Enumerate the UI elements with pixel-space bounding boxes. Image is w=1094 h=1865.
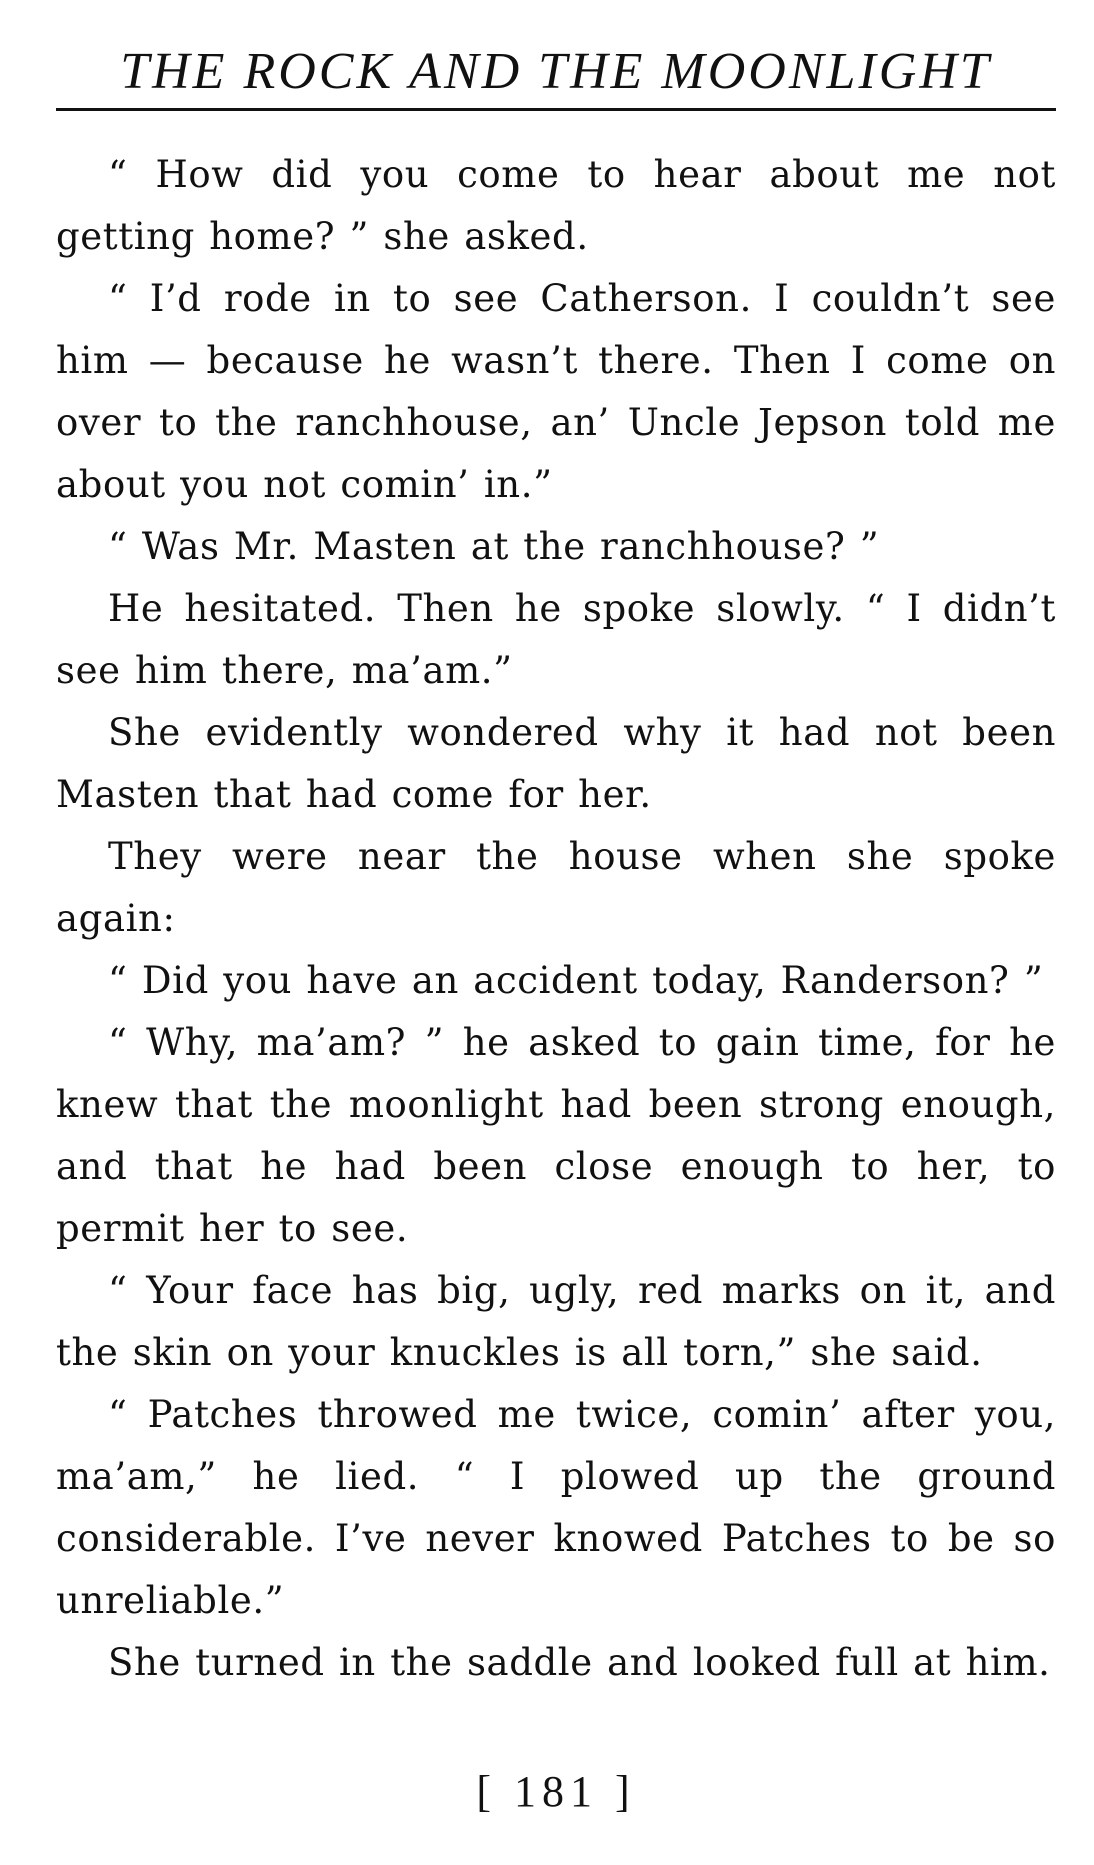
paragraph: He hesitated. Then he spoke slowly. “ I didn’t see him there, ma’am.” bbox=[56, 587, 1056, 692]
paragraph: They were near the house when she spoke again: bbox=[56, 835, 1056, 940]
paragraph: “ I’d rode in to see Catherson. I couldn’t see him — because he wasn’t there. Then I come on over to the ranchhouse, an’ Uncle Jepson told me about you not comin’ in.” bbox=[56, 277, 1056, 506]
paragraph: She evidently wondered why it had not been Masten that had come for her. bbox=[56, 711, 1056, 816]
book-page bbox=[56, 0, 1056, 1865]
running-head: THE ROCK AND THE MOONLIGHT bbox=[120, 43, 992, 100]
paragraph: “ Patches throwed me twice, comin’ after you, ma’am,” he lied. “ I plowed up the ground considerable. I’ve never knowed Patches to be so unreliable.” bbox=[56, 1393, 1056, 1622]
paragraph: “ Your face has big, ugly, red marks on it, and the skin on your knuckles is all torn,” she said. bbox=[56, 1269, 1056, 1374]
paragraph: “ Did you have an accident today, Randerson? ” bbox=[108, 959, 1044, 1002]
paragraph: “ Why, ma’am? ” he asked to gain time, for he knew that the moonlight had been strong enough, and that he had been close enough to her, to permit her to see. bbox=[56, 1021, 1056, 1250]
paragraph: “ How did you come to hear about me not getting home? ” she asked. bbox=[56, 153, 1056, 258]
body-text bbox=[56, 144, 1056, 1694]
paragraph: “ Was Mr. Masten at the ranchhouse? ” bbox=[108, 525, 880, 568]
header-rule bbox=[56, 108, 1056, 111]
page-number: [ 181 ] bbox=[476, 1767, 636, 1816]
paragraph: She turned in the saddle and looked full at him. bbox=[108, 1641, 1051, 1684]
